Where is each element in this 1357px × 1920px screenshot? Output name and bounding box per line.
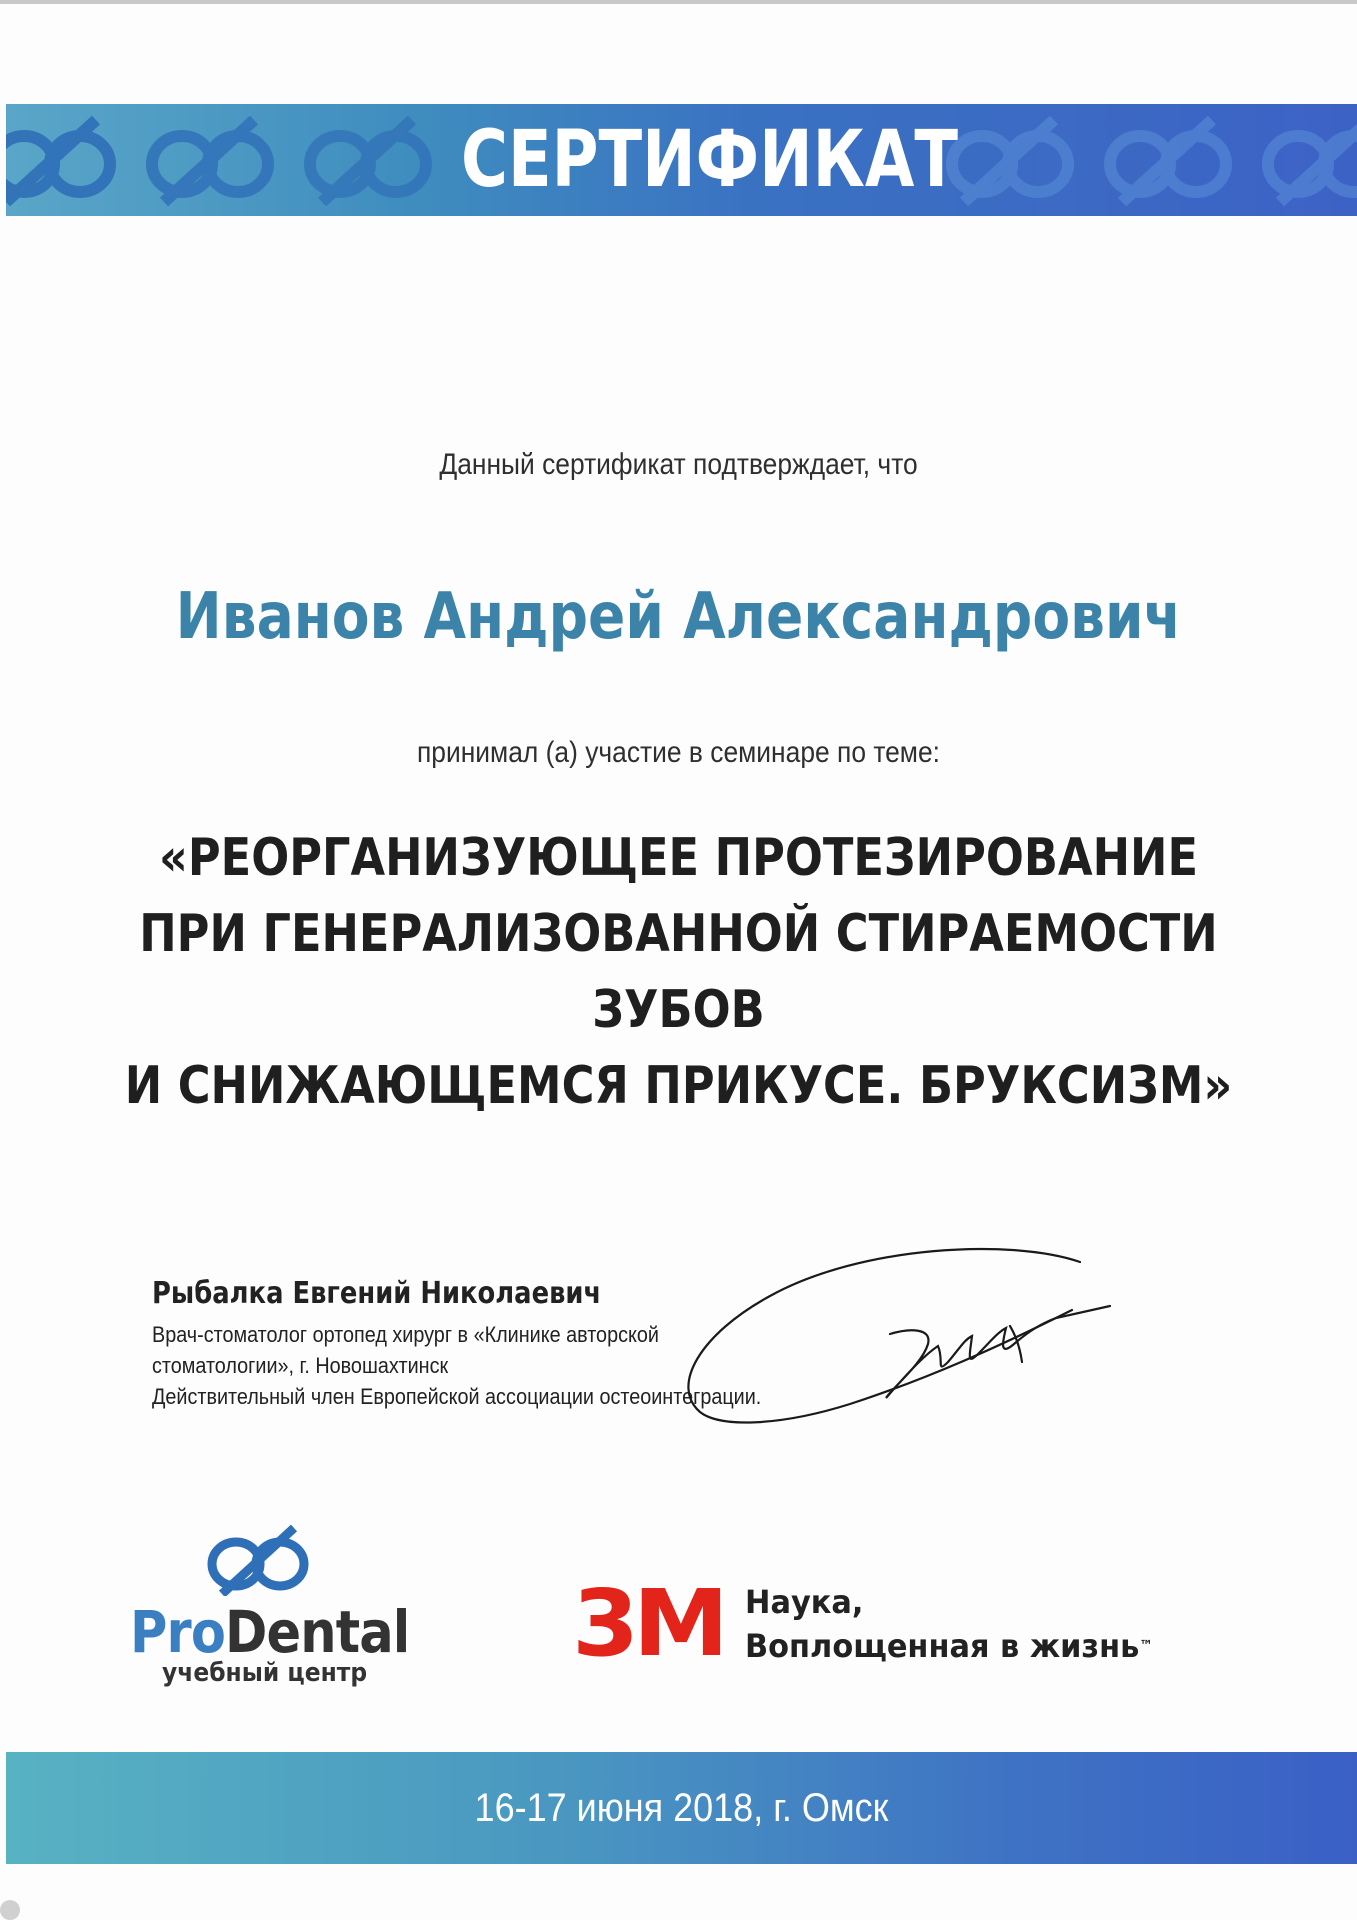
recipient-name: Иванов Андрей Александрович <box>175 580 1182 654</box>
signer-name: Рыбалка Евгений Николаевич <box>152 1276 602 1311</box>
header-logos-right <box>934 104 1357 216</box>
prodental-logo-icon <box>934 112 1084 208</box>
trademark-mark: ™ <box>1139 1638 1153 1654</box>
prodental-logo-icon <box>1092 112 1242 208</box>
slogan-text: Воплощенная в жизнь <box>745 1627 1140 1665</box>
prodental-pro: Pro <box>130 1598 226 1666</box>
prodental-logo-icon <box>198 1522 318 1596</box>
seminar-topic <box>95 820 1262 1124</box>
slogan-line: Наука, <box>745 1583 864 1621</box>
participation-text: принимал (а) участие в семинаре по теме: <box>417 736 940 769</box>
signer-detail: стоматологии», г. Новошахтинск <box>152 1353 449 1378</box>
prodental-logo-icon <box>134 112 284 208</box>
signer-detail: Врач-стоматолог ортопед хирург в «Клинике авторской <box>152 1322 659 1347</box>
header-band <box>6 104 1357 216</box>
header-logos-left <box>6 104 442 216</box>
scan-smudge <box>0 1900 20 1920</box>
footer-band <box>6 1752 1357 1864</box>
topic-line: ПРИ ГЕНЕРАЛИЗОВАННОЙ СТИРАЕМОСТИ ЗУБОВ <box>139 904 1218 1040</box>
topic-line: И СНИЖАЮЩЕМСЯ ПРИКУСЕ. БРУКСИЗМ» <box>124 1056 1233 1116</box>
date-place: 16-17 июня 2018, г. Омск <box>474 1786 889 1830</box>
topic-line: «РЕОРГАНИЗУЮЩЕЕ ПРОТЕЗИРОВАНИЕ <box>158 828 1199 888</box>
signature-icon <box>680 1236 1120 1436</box>
prodental-wordmark <box>130 1598 409 1666</box>
prodental-logo-icon <box>292 112 442 208</box>
slogan-line <box>745 1624 1153 1668</box>
prodental-subtitle: учебный центр <box>162 1658 368 1688</box>
logo-3m: 3M <box>572 1570 723 1677</box>
3m-slogan <box>745 1580 1174 1668</box>
prodental-dental: Dental <box>225 1598 410 1666</box>
prodental-logo-icon <box>6 112 126 208</box>
intro-text: Данный сертификат подтверждает, что <box>439 448 918 481</box>
prodental-logo-icon <box>1250 112 1357 208</box>
signer-detail: Действительный член Европейской ассоциации остеоинтеграции. <box>152 1384 762 1409</box>
certificate-title: СЕРТИФИКАТ <box>461 115 959 205</box>
scan-edge <box>0 0 1357 4</box>
